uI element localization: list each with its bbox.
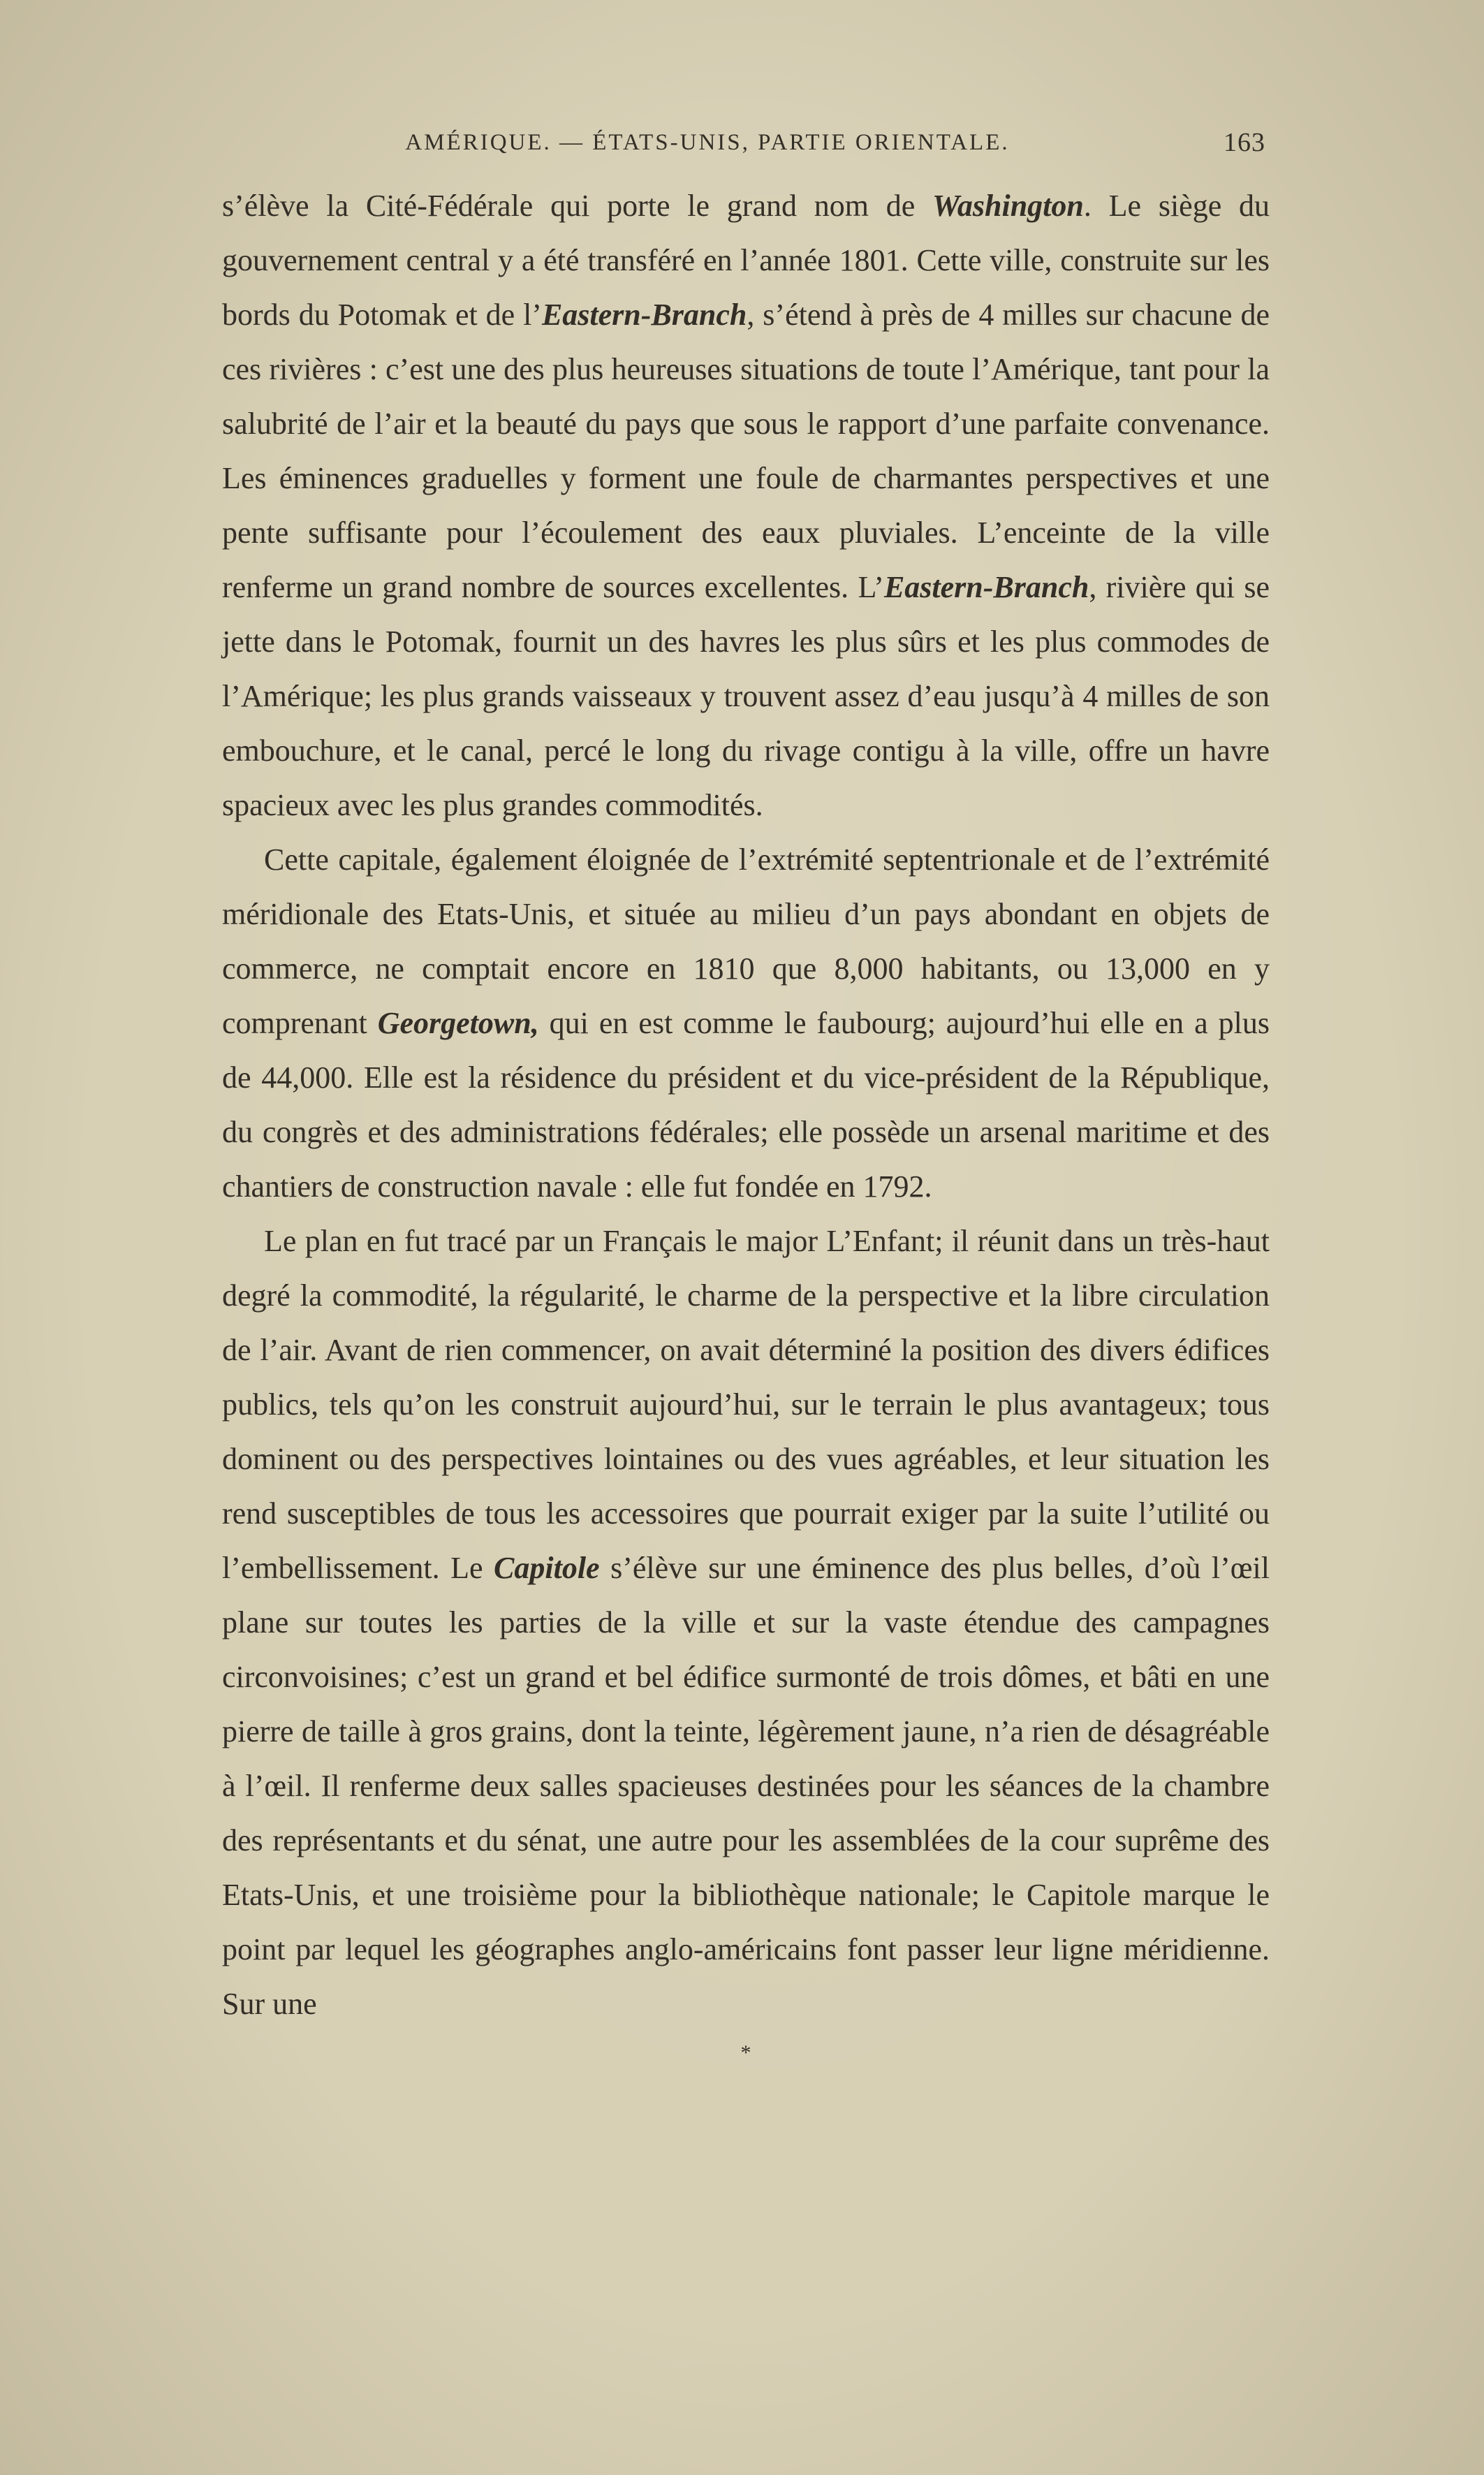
- page-content: [222, 130, 1270, 2065]
- text-segment: Eastern-Branch: [541, 298, 747, 332]
- text-segment: s’élève la Cité-Fédérale qui porte le grand nom de: [222, 189, 933, 223]
- text-segment: . Le siège du gouvernement central y a été transféré en l’année 1801. Cette ville, construite sur les bords du Potomak et de l’: [222, 189, 1270, 332]
- running-header: [222, 130, 1270, 170]
- signature-mark: *: [740, 2041, 751, 2064]
- text-segment: qui en est comme le faubourg; aujourd’hui elle en a plus de 44,000. Elle est la résidence du président et du vice-président de la République, du congrès et des administrations fédérales; elle possède un arsenal maritime et des chantiers de construction navale : elle fut fondée en 1792.: [222, 1006, 1270, 1204]
- text-segment: Eastern-Branch: [883, 570, 1089, 604]
- text-segment: Cette capitale, également éloignée de l’extrémité septentrionale et de l’extrémité méridionale des Etats-Unis, et située au milieu d’un pays abondant en objets de commerce, ne comptait encore en 1810 que 8,000 habitants, ou 13,000 en y comprenant: [222, 842, 1270, 1040]
- body-text: [222, 179, 1270, 2031]
- text-segment: s’élève sur une éminence des plus belles, d’où l’œil plane sur toutes les parties de la ville et sur la vaste étendue des campagnes circonvoisines; c’est un grand et bel édifice surmonté de trois dômes, et bâti en une pierre de taille à gros grains, dont la teinte, légèrement jaune, n’a rien de désagréable à l’œil. Il renferme deux salles spacieuses destinées pour les séances de la chambre des représentants et du sénat, une autre pour les assemblées de la cour suprême des Etats-Unis, et une troisième pour la bibliothèque nationale; le Capitole marque le point par lequel les géographes anglo-américains font passer leur ligne méridienne. Sur une: [222, 1551, 1270, 2021]
- text-segment: Capitole: [494, 1551, 600, 1585]
- paragraph: [222, 179, 1270, 833]
- text-segment: , rivière qui se jette dans le Potomak, fournit un des havres les plus sûrs et les plus commodes de l’Amérique; les plus grands vaisseaux y trouvent assez d’eau jusqu’à 4 milles de son embouchure, et le canal, percé le long du rivage contigu à la ville, offre un havre spacieux avec les plus grandes commodités.: [222, 570, 1270, 822]
- page-number: 163: [1224, 128, 1265, 157]
- running-header-title: AMÉRIQUE. — ÉTATS-UNIS, PARTIE ORIENTALE.: [405, 130, 1010, 155]
- paragraph: [222, 833, 1270, 1214]
- text-segment: Washington: [932, 189, 1084, 223]
- paragraph: [222, 1214, 1270, 2031]
- text-segment: , s’étend à près de 4 milles sur chacune de ces rivières : c’est une des plus heureuses situations de toute l’Amérique, tant pour la salubrité de l’air et la beauté du pays que sous le rapport d’une parfaite convenance. Les éminences graduelles y forment une foule de charmantes perspectives et une pente suffisante pour l’écoulement des eaux pluviales. L’enceinte de la ville renferme un grand nombre de sources excellentes. L’: [222, 298, 1270, 604]
- text-segment: Le plan en fut tracé par un Français le major L’Enfant; il réunit dans un très-haut degré la commodité, la régularité, le charme de la perspective et la libre circulation de l’air. Avant de rien commencer, on avait déterminé la position des divers édifices publics, tels qu’on les construit aujourd’hui, sur le terrain le plus avantageux; tous dominent ou des perspectives lointaines ou des vues agréables, et leur situation les rend susceptibles de tous les accessoires que pourrait exiger par la suite l’utilité ou l’embellissement. Le: [222, 1224, 1270, 1585]
- text-segment: Georgetown,: [377, 1006, 539, 1040]
